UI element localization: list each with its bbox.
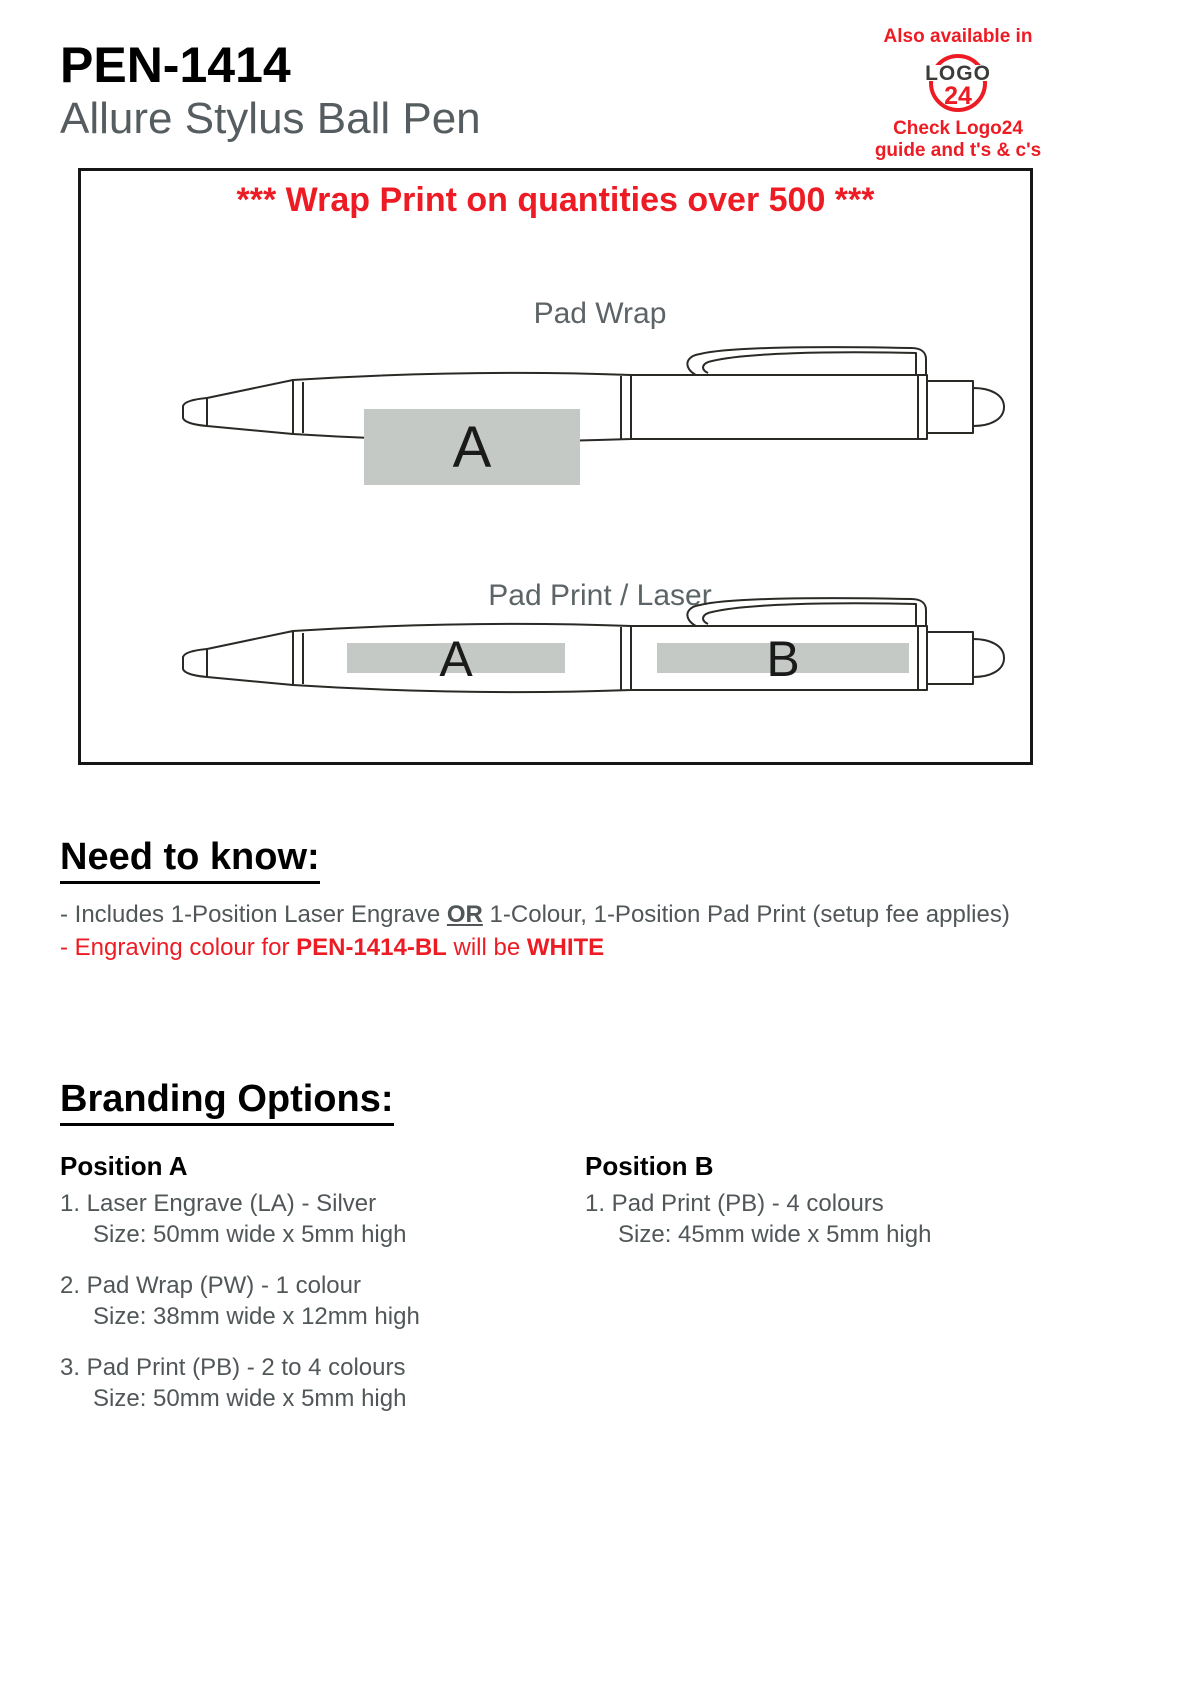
item-line-1: 1. Pad Print (PB) - 4 colours [585,1190,884,1217]
line2-pre: - Engraving colour for [60,934,297,961]
branding-heading-text: Branding Options: [60,1078,394,1126]
need-to-know-line-1 [60,898,1150,931]
pen-nose [183,649,207,677]
position-a-letter: A [452,415,492,480]
also-available-text: Also available in [883,26,1033,47]
pen-outline-drawing [183,347,1004,441]
pen-clip-inner [703,603,916,626]
wrap-print-banner: *** Wrap Print on quantities over 500 *** [236,181,875,219]
position-a-title: Position A [60,1151,188,1181]
logo24-mark [922,52,994,116]
pen-label-pad-wrap: Pad Wrap [533,297,667,330]
branding-heading [60,1078,1150,1126]
pen-illustration-pad-wrap [169,345,1007,495]
need-to-know-heading [60,836,1150,884]
item-line-2: Size: 50mm wide x 5mm high [93,1385,407,1412]
position-a-letter: A [439,631,473,687]
branding-item [60,1352,585,1414]
position-b-letter: B [766,631,800,687]
line1-pre: - Includes 1-Position Laser Engrave [60,901,447,928]
pen-illustration-pad-print-laser [169,596,1007,700]
branding-item [60,1188,585,1250]
branding-item [60,1270,585,1332]
logo24-number: 24 [944,82,972,110]
logo24-badge [856,26,1060,162]
item-line-1: 2. Pad Wrap (PW) - 1 colour [60,1272,361,1299]
pen-clip [687,347,926,375]
product-code-bl: PEN-1414-BL [296,934,447,961]
diagram-box [78,168,1033,765]
item-line-1: 3. Pad Print (PB) - 2 to 4 colours [60,1354,406,1381]
pen-clip [687,598,926,626]
line2-mid: will be [446,934,527,961]
pen-stylus-tip [973,639,1004,677]
pen-cone [207,380,293,434]
pen-rear-barrel [631,375,927,439]
pen-label-pad-print-laser: Pad Print / Laser [488,579,712,612]
line1-post: 1-Colour, 1-Position Pad Print (setup fee applies) [482,901,1010,928]
pen-cone [207,631,293,685]
branding-section [60,1078,1150,1434]
product-title: Allure Stylus Ball Pen [60,94,481,143]
pen-stylus-tip [973,388,1004,426]
need-to-know-line-2 [60,931,1150,964]
logo24-logo-text: LOGO [925,62,991,85]
need-to-know-heading-text: Need to know: [60,836,320,884]
need-to-know-section [60,836,1150,964]
check-logo24-text: Check Logo24 [893,118,1023,139]
logo24-guide-text: guide and t's & c's [874,140,1042,161]
pen-clip-inner [703,352,916,375]
white-emphasis: WHITE [526,934,605,961]
pen-nose [183,398,207,426]
position-b-title: Position B [585,1151,714,1181]
or-emphasis: OR [446,901,483,928]
item-line-2: Size: 38mm wide x 12mm high [93,1303,420,1330]
branding-item [585,1188,1150,1250]
pen-end-cap [927,632,973,684]
branding-columns [60,1150,1150,1434]
position-a-column [60,1150,585,1434]
item-line-1: 1. Laser Engrave (LA) - Silver [60,1190,377,1217]
pen-end-cap [927,381,973,433]
item-line-2: Size: 45mm wide x 5mm high [618,1221,932,1248]
product-code: PEN-1414 [60,37,291,93]
position-b-column [585,1150,1150,1434]
item-line-2: Size: 50mm wide x 5mm high [93,1221,407,1248]
